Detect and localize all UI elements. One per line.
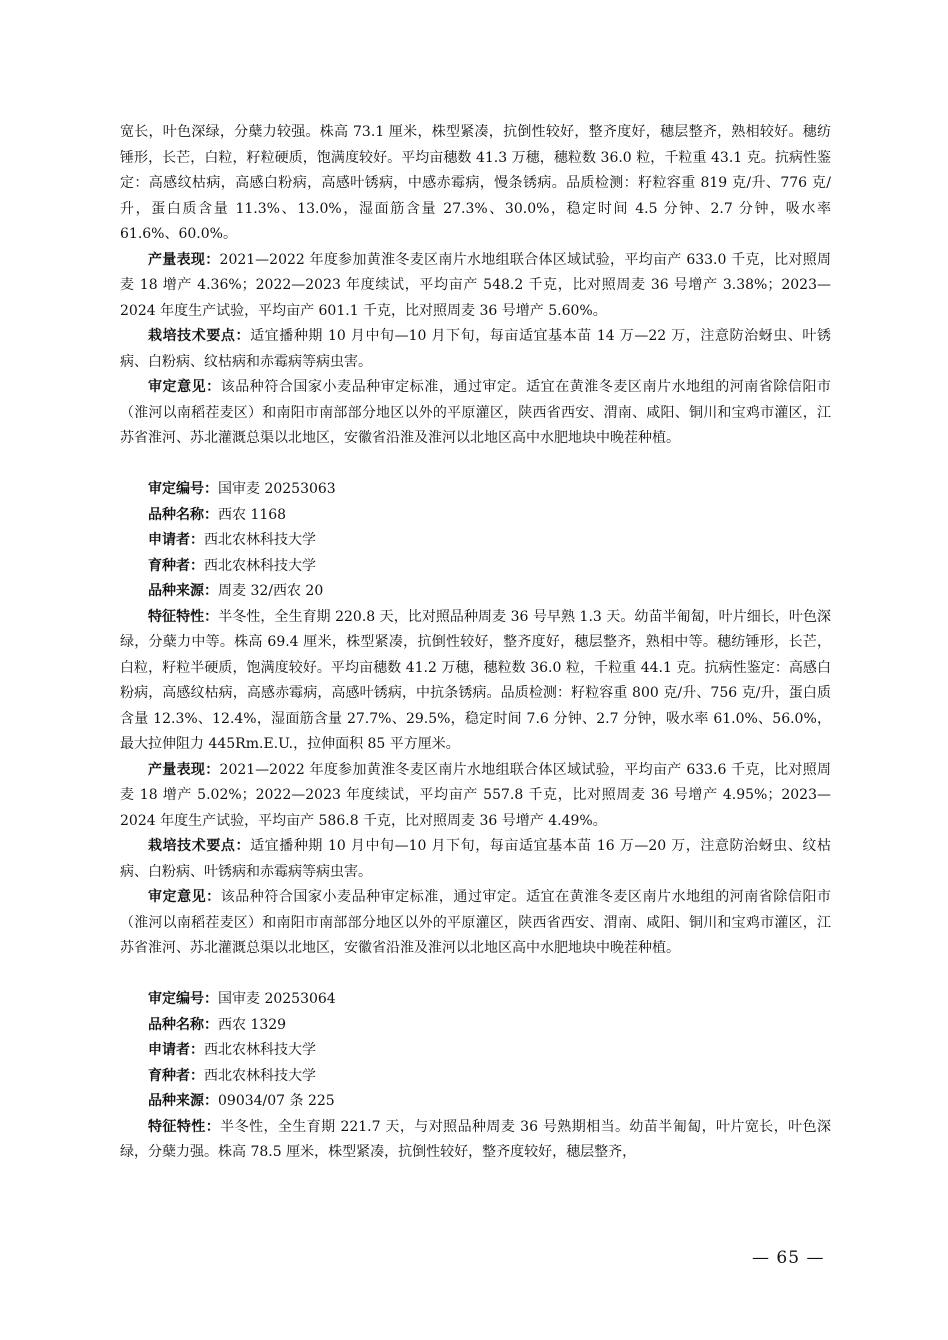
traits-continuation: 宽长，叶色深绿，分蘖力较强。株高 73.1 厘米，株型紧凑，抗倒性较好，整齐度好，穗层整齐，熟相较好。穗纺锤形，长芒，白粒，籽粒硬质，饱满度较好。平均亩穗数 41.3 万穗，穗粒数 36.0 粒，千粒重 43.1 克。抗病性鉴定：高感纹枯病，高感白粉病，高感叶锈病，中感赤霉病，慢条锈病。品质检测：籽粒容重 819 克/升、776 克/升，蛋白质含量 11.3%、13.0%，湿面筋含量 27.3%、30.0%，稳定时间 4.5 分钟、2.7 分钟，吸水率 61.6%、60.0%。 (120, 124, 831, 242)
yield-text: 2021—2022 年度参加黄淮冬麦区南片水地组联合体区域试验，平均亩产 633.0 千克，比对照周麦 18 增产 4.36%；2022—2023 年度续试，平均亩产 548.2 千克，比对照周麦 36 号增产 3.38%；2023—2024 年度生产试验，平均亩产 601.1 千克，比对照周麦 36 号增产 5.60%。 (120, 251, 832, 319)
applicant-field: 申请者：西北农林科技大学 (148, 532, 316, 548)
variety-entry (120, 987, 831, 1166)
cultivation-text: 适宜播种期 10 月中旬—10 月下旬，每亩适宜基本苗 14 万—22 万，注意防治蚜虫、叶锈病、白粉病、纹枯病和赤霉病等病虫害。 (120, 328, 831, 370)
traits-paragraph: 特征特性：半冬性，全生育期 221.7 天，与对照品种周麦 36 号熟期相当。幼苗半匍匐，叶片宽长，叶色深绿，分蘖力强。株高 78.5 厘米，株型紧凑，抗倒性较好，整齐度较好，穗层整齐， (120, 1118, 832, 1160)
approval-number-field: 审定编号：国审麦 20253063 (148, 481, 336, 497)
traits-paragraph: 特征特性：半冬性，全生育期 220.8 天，比对照品种周麦 36 号早熟 1.3 天。幼苗半匍匐，叶片细长，叶色深绿，分蘖力中等。株高 69.4 厘米，株型紧凑，抗倒性较好，整齐度好，穗层整齐，熟相中等。穗纺锤形，长芒，白粒，籽粒半硬质，饱满度较好。平均亩穗数 41.2 万穗，穗粒数 36.0 粒，千粒重 44.1 克。抗病性鉴定：高感白粉病，高感纹枯病，高感赤霉病，高感叶锈病，中抗条锈病。品质检测：籽粒容重 800 克/升、756 克/升，蛋白质含量 12.3%、12.4%，湿面筋含量 27.7%、29.5%，稳定时间 7.6 分钟、2.7 分钟，吸水率 61.0%、56.0%，最大拉伸阻力 445Rm.E.U.，拉伸面积 85 平方厘米。 (120, 608, 831, 752)
breeder-field: 育种者：西北农林科技大学 (148, 1067, 316, 1084)
page-number: — 65 — (752, 1248, 825, 1268)
cultivation-paragraph (120, 324, 831, 375)
source-field: 品种来源：09034/07 条 225 (148, 1093, 335, 1109)
yield-label: 产量表现： (148, 251, 220, 268)
cultivation-label: 栽培技术要点： (148, 328, 251, 344)
opinion-text: 该品种符合国家小麦品种审定标准，通过审定。适宜在黄淮冬麦区南片水地组的河南省除信阳市（淮河以南稻茬麦区）和南阳市南部部分地区以外的平原灌区，陕西省西安、渭南、咸阳、铜川和宝鸡市灌区，江苏省淮河、苏北灌溉总渠以北地区，安徽省沿淮及淮河以北地区高中水肥地块中晚茬种植。 (120, 379, 831, 446)
variety-entry (120, 477, 831, 962)
variety-name-field: 品种名称：西农 1168 (148, 506, 287, 523)
opinion-paragraph (120, 375, 831, 452)
cultivation-paragraph: 栽培技术要点：适宜播种期 10 月中旬—10 月下旬，每亩适宜基本苗 16 万—20 万，注意防治蚜虫、纹枯病、白粉病、叶锈病和赤霉病等病虫害。 (120, 838, 831, 880)
breeder-field: 育种者：西北农林科技大学 (148, 557, 316, 574)
yield-paragraph (120, 248, 831, 325)
approval-number-field: 审定编号：国审麦 20253064 (148, 991, 336, 1007)
source-field: 品种来源：周麦 32/西农 20 (148, 583, 324, 599)
entry-spacer (120, 452, 831, 478)
entry-spacer (120, 962, 831, 988)
yield-paragraph: 产量表现：2021—2022 年度参加黄淮冬麦区南片水地组联合体区域试验，平均亩产 633.6 千克，比对照周麦 18 增产 5.02%；2022—2023 年度续试，平均亩产 557.8 千克，比对照周麦 36 号增产 4.95%；2023—2024 年度生产试验，平均亩产 586.8 千克，比对照周麦 36 号增产 4.49%。 (120, 761, 832, 829)
page-content (120, 120, 831, 1166)
applicant-field: 申请者：西北农林科技大学 (148, 1042, 316, 1058)
variety-name-field: 品种名称：西农 1329 (148, 1016, 287, 1033)
opinion-label: 审定意见： (148, 379, 221, 395)
opinion-paragraph: 审定意见：该品种符合国家小麦品种审定标准，通过审定。适宜在黄淮冬麦区南片水地组的河南省除信阳市（淮河以南稻茬麦区）和南阳市南部部分地区以外的平原灌区，陕西省西安、渭南、咸阳、铜川和宝鸡市灌区，江苏省淮河、苏北灌溉总渠以北地区，安徽省沿淮及淮河以北地区高中水肥地块中晚茬种植。 (120, 889, 831, 956)
